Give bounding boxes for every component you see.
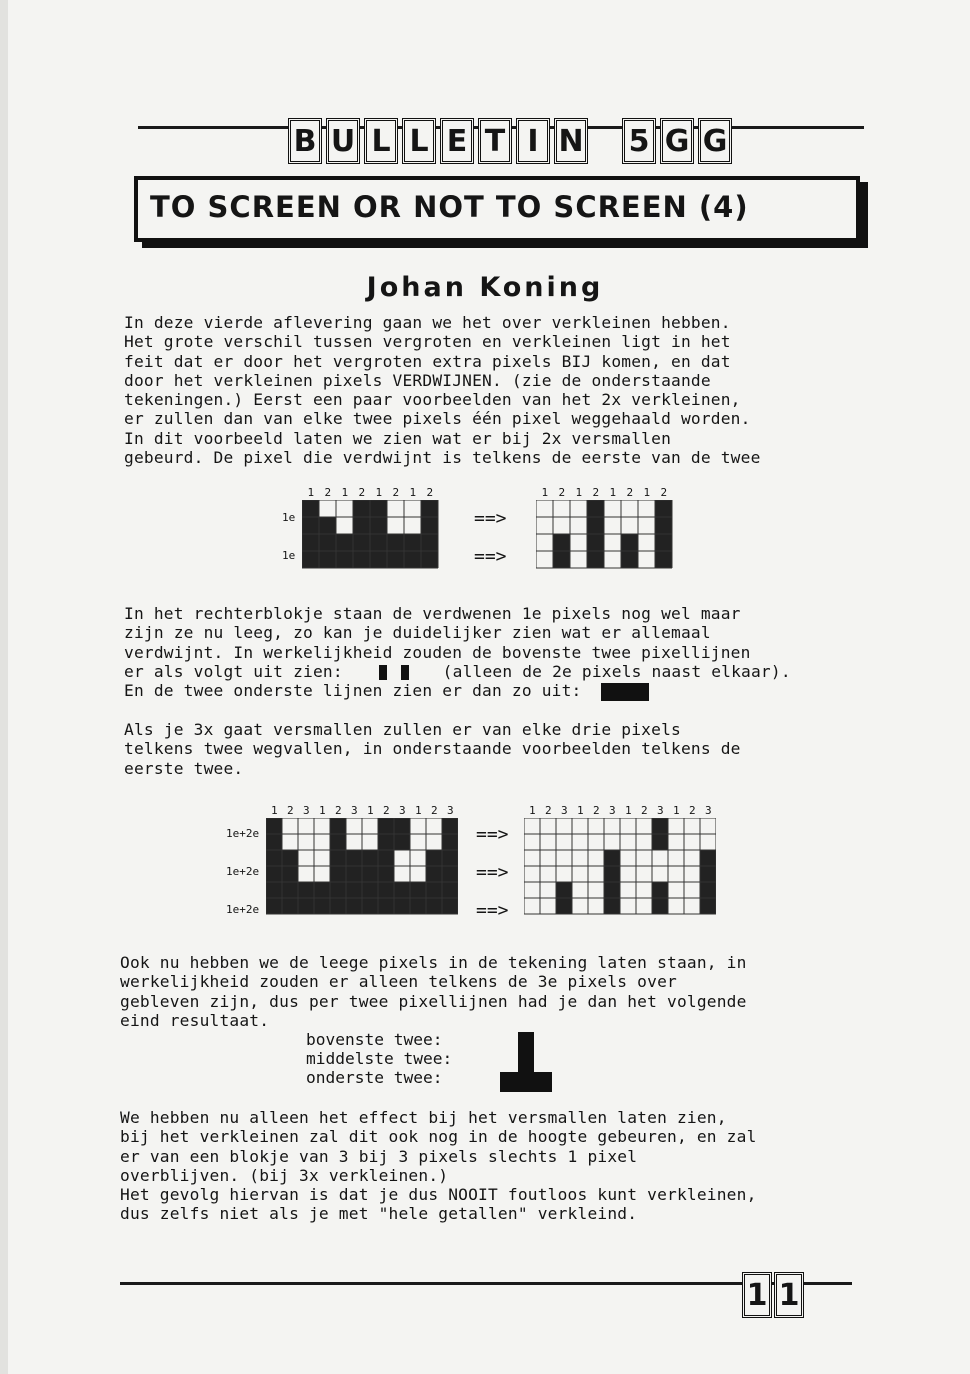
arrow: ==>	[476, 862, 509, 883]
pixel-fill	[553, 534, 570, 551]
tick-label: 3	[303, 804, 310, 817]
tick-label: 2	[558, 486, 566, 499]
text-line: er zullen dan van elke twee pixels één pixel weggehaald worden.	[124, 409, 751, 429]
row-label: 1e	[282, 549, 296, 562]
pixel-fill	[426, 866, 442, 882]
tick-label: 3	[657, 804, 664, 817]
text-line: In deze vierde aflevering gaan we het over verkleinen hebben.	[124, 313, 731, 332]
tick-label: 3	[399, 804, 406, 817]
tick-label: 1	[643, 486, 651, 499]
text-line: door het verkleinen pixels VERDWIJNEN. (zie de onderstaande	[124, 370, 711, 390]
text-fragment: (alleen de 2e pixels naast elkaar).	[442, 661, 791, 681]
pixel-fill	[302, 534, 319, 551]
pixel-fill	[587, 534, 604, 551]
pixel-fill	[302, 517, 319, 534]
pixel-fill	[353, 534, 370, 551]
pixel-fill	[652, 882, 668, 898]
pixel-fill	[336, 551, 353, 568]
pixel-fill	[282, 866, 298, 882]
pixel-fill	[655, 517, 672, 534]
tick-label: 2	[689, 804, 696, 817]
masthead-letter: G	[660, 118, 694, 164]
text-line: tekeningen.) Eerst een paar voorbeelden van het 2x verkleinen,	[124, 390, 741, 410]
tick-label: 1	[319, 804, 326, 817]
pixel-fill	[604, 866, 620, 882]
pixel-fill	[621, 534, 638, 551]
pixel-sample-top	[401, 665, 409, 680]
pixel-fill	[353, 500, 370, 517]
pixel-fill	[330, 882, 346, 898]
row-label: 1e+2e	[226, 827, 260, 840]
text-line: Ook nu hebben we de leege pixels in de tekening laten staan, in	[120, 953, 747, 972]
pixel-fill	[266, 882, 282, 898]
text-line: Als je 3x gaat versmallen zullen er van elke drie pixels	[124, 720, 681, 739]
pixel-fill	[336, 534, 353, 551]
pixel-fill	[394, 882, 410, 898]
masthead-letter: T	[478, 118, 512, 164]
pixel-fill	[700, 882, 716, 898]
tick-label: 2	[626, 486, 634, 499]
pixel-fill	[314, 882, 330, 898]
pixel-fill	[700, 898, 716, 914]
pixel-fill	[587, 517, 604, 534]
pixel-fill	[362, 882, 378, 898]
pixel-fill	[421, 517, 438, 534]
text-line: eind resultaat.	[120, 1010, 270, 1030]
tick-label: 1	[609, 486, 617, 499]
pixel-fill	[652, 818, 668, 834]
pixel-fill	[362, 850, 378, 866]
tick-label: 1	[307, 486, 315, 499]
pixel-fill	[362, 898, 378, 914]
pixel-fill	[346, 898, 362, 914]
tick-label: 1	[271, 804, 278, 817]
pixel-fill	[319, 534, 336, 551]
pixel-fill	[302, 500, 319, 517]
text-line: overblijven. (bij 3x verkleinen.)	[120, 1165, 449, 1185]
masthead-letter: L	[364, 118, 398, 164]
text-line: feit dat er door het vergroten extra pixels BIJ komen, en dat	[124, 351, 731, 371]
article-author: Johan Koning	[366, 272, 604, 303]
text-line	[124, 662, 868, 681]
tick-label: 2	[392, 486, 400, 499]
tick-label: 1	[625, 804, 632, 817]
pixel-sample-top	[379, 665, 387, 680]
tick-label: 2	[593, 804, 600, 817]
pixel-fill	[370, 551, 387, 568]
pixel-fill	[378, 882, 394, 898]
pixel-fill	[700, 866, 716, 882]
tick-label: 1	[529, 804, 536, 817]
tick-label: 3	[351, 804, 358, 817]
text-line: Het gevolg hiervan is dat je dus NOOIT foutloos kunt verkleinen,	[120, 1185, 757, 1205]
result-label: onderste twee:	[306, 1068, 443, 1087]
pixel-fill	[330, 898, 346, 914]
masthead-letter: E	[440, 118, 474, 164]
tick-label: 2	[431, 804, 438, 817]
paragraph-2	[124, 604, 868, 701]
pixel-fill	[553, 551, 570, 568]
pixel-fill	[353, 551, 370, 568]
paragraph-3	[124, 720, 868, 778]
text-line: zijn ze nu leeg, zo kan je duidelijker zien wat er allemaal	[124, 623, 711, 643]
tick-label: 2	[358, 486, 366, 499]
tick-label: 2	[592, 486, 600, 499]
pixel-fill	[387, 551, 404, 568]
text-line: dus zelfs niet als je met "hele getallen" verkleind.	[120, 1204, 638, 1224]
pixel-fill	[587, 500, 604, 517]
arrow: ==>	[474, 546, 507, 567]
page-number	[742, 1272, 804, 1318]
pixel-grid-narrowed	[536, 500, 676, 572]
pixel-fill	[604, 850, 620, 866]
pixel-fill	[370, 500, 387, 517]
pixel-fill	[442, 866, 458, 882]
pixel-fill	[604, 898, 620, 914]
pixel-fill	[298, 898, 314, 914]
result-label: bovenste twee:	[306, 1030, 443, 1049]
paragraph-5	[120, 1108, 862, 1224]
tick-label: 1	[375, 486, 383, 499]
result-label: middelste twee:	[306, 1049, 453, 1068]
tick-label: 2	[324, 486, 332, 499]
pixel-fill	[378, 898, 394, 914]
text-line: gebleven zijn, dus per twee pixellijnen had je dan het volgende	[120, 991, 747, 1011]
pixel-fill	[655, 551, 672, 568]
pixel-fill	[346, 882, 362, 898]
page-number-digit: 1	[774, 1272, 804, 1318]
pixel-fill	[266, 866, 282, 882]
pixel-fill	[266, 834, 282, 850]
masthead-letter: 5	[622, 118, 656, 164]
pixel-fill	[421, 551, 438, 568]
tick-label: 3	[447, 804, 454, 817]
pixel-fill	[442, 818, 458, 834]
pixel-fill	[604, 882, 620, 898]
masthead-letter: G	[698, 118, 732, 164]
row-label: 1e	[282, 511, 296, 524]
pixel-fill	[378, 866, 394, 882]
page-number-digit: 1	[742, 1272, 772, 1318]
masthead-letter: B	[288, 118, 322, 164]
pixel-fill	[652, 834, 668, 850]
tick-label: 3	[705, 804, 712, 817]
text-line: In het rechterblokje staan de verdwenen 1e pixels nog wel maar	[124, 604, 741, 623]
masthead-letter: N	[554, 118, 588, 164]
pixel-fill	[421, 500, 438, 517]
pixel-fill	[266, 818, 282, 834]
text-line: telkens twee wegvallen, in onderstaande voorbeelden telkens de	[124, 739, 741, 759]
pixel-fill	[587, 551, 604, 568]
article-title: TO SCREEN OR NOT TO SCREEN (4)	[134, 176, 860, 242]
masthead-letter: U	[326, 118, 360, 164]
masthead	[288, 118, 732, 168]
row-label: 1e+2e	[226, 903, 260, 916]
result-pixels	[500, 1032, 552, 1092]
pixel-fill	[394, 834, 410, 850]
text-line: In dit voorbeeld laten we zien wat er bij 2x versmallen	[124, 428, 672, 448]
pixel-fill	[330, 866, 346, 882]
tick-label: 2	[287, 804, 294, 817]
text-line: verdwijnt. In werkelijkheid zouden de bovenste twee pixellijnen	[124, 642, 751, 662]
text-line: bij het verkleinen zal dit ook nog in de hoogte gebeuren, en zal	[120, 1127, 757, 1147]
pixel-fill	[426, 882, 442, 898]
page-edge	[0, 0, 8, 1374]
pixel-fill	[314, 898, 330, 914]
pixel-fill	[282, 882, 298, 898]
intro-paragraph	[124, 313, 868, 467]
text-line: Het grote verschil tussen vergroten en verkleinen ligt in het	[124, 332, 731, 352]
tick-label: 1	[341, 486, 349, 499]
pixel-fill	[410, 898, 426, 914]
pixel-fill	[302, 551, 319, 568]
pixel-fill	[378, 834, 394, 850]
pixel-fill	[387, 534, 404, 551]
tick-label: 2	[641, 804, 648, 817]
paragraph-4	[120, 953, 866, 1030]
pixel-fill	[442, 850, 458, 866]
pixel-fill	[394, 818, 410, 834]
pixel-fill	[370, 534, 387, 551]
tick-label: 3	[609, 804, 616, 817]
pixel-fill	[266, 898, 282, 914]
text-line: eerste twee.	[124, 758, 244, 778]
pixel-fill	[556, 898, 572, 914]
tick-label: 2	[426, 486, 434, 499]
tick-label: 1	[415, 804, 422, 817]
pixel-fill	[442, 898, 458, 914]
pixel-fill	[394, 898, 410, 914]
pixel-fill	[378, 818, 394, 834]
pixel-fill	[346, 850, 362, 866]
pixel-fill	[652, 898, 668, 914]
pixel-fill	[362, 866, 378, 882]
pixel-fill	[621, 551, 638, 568]
pixel-fill	[426, 898, 442, 914]
pixel-fill	[319, 551, 336, 568]
tick-label: 2	[335, 804, 342, 817]
pixel-fill	[353, 517, 370, 534]
text-line	[124, 681, 868, 701]
pixel-fill	[442, 834, 458, 850]
tick-label: 1	[575, 486, 583, 499]
masthead-letter: L	[402, 118, 436, 164]
pixel-fill	[298, 882, 314, 898]
tick-label: 1	[577, 804, 584, 817]
text-fragment: En de twee onderste lijnen zien er dan zo uit:	[124, 681, 582, 701]
pixel-fill	[410, 882, 426, 898]
arrow: ==>	[476, 900, 509, 921]
pixel-grid-narrowed	[524, 818, 716, 926]
pixel-fill	[282, 898, 298, 914]
text-line: We hebben nu alleen het effect bij het versmallen laten zien,	[120, 1108, 727, 1127]
text-line: gebeurd. De pixel die verdwijnt is telkens de eerste van de twee	[124, 448, 761, 468]
pixel-fill	[442, 882, 458, 898]
tick-label: 2	[383, 804, 390, 817]
tick-label: 1	[367, 804, 374, 817]
pixel-fill	[330, 818, 346, 834]
pixel-fill	[556, 882, 572, 898]
pixel-fill	[404, 534, 421, 551]
arrow: ==>	[474, 508, 507, 529]
pixel-fill	[330, 834, 346, 850]
masthead-letter: I	[516, 118, 550, 164]
pixel-fill	[378, 850, 394, 866]
pixel-fill	[700, 850, 716, 866]
pixel-fill	[282, 850, 298, 866]
pixel-sample-bottom	[601, 683, 649, 701]
pixel-grid-original	[266, 818, 458, 926]
pixel-fill	[319, 517, 336, 534]
tick-label: 2	[545, 804, 552, 817]
row-label: 1e+2e	[226, 865, 260, 878]
tick-label: 2	[660, 486, 668, 499]
pixel-grid-original	[302, 500, 442, 572]
tick-label: 1	[409, 486, 417, 499]
pixel-fill	[426, 850, 442, 866]
tick-label: 1	[541, 486, 549, 499]
tick-label: 3	[561, 804, 568, 817]
pixel-fill	[655, 500, 672, 517]
pixel-fill	[266, 850, 282, 866]
pixel-fill	[346, 866, 362, 882]
tick-label: 1	[673, 804, 680, 817]
arrow: ==>	[476, 824, 509, 845]
text-fragment: er als volgt uit zien:	[124, 661, 343, 681]
text-line: werkelijkheid zouden er alleen telkens de 3e pixels over	[120, 972, 677, 992]
text-line: er van een blokje van 3 bij 3 pixels slechts 1 pixel	[120, 1146, 638, 1166]
pixel-fill	[330, 850, 346, 866]
pixel-fill	[404, 551, 421, 568]
pixel-fill	[655, 534, 672, 551]
pixel-fill	[370, 517, 387, 534]
pixel-fill	[421, 534, 438, 551]
